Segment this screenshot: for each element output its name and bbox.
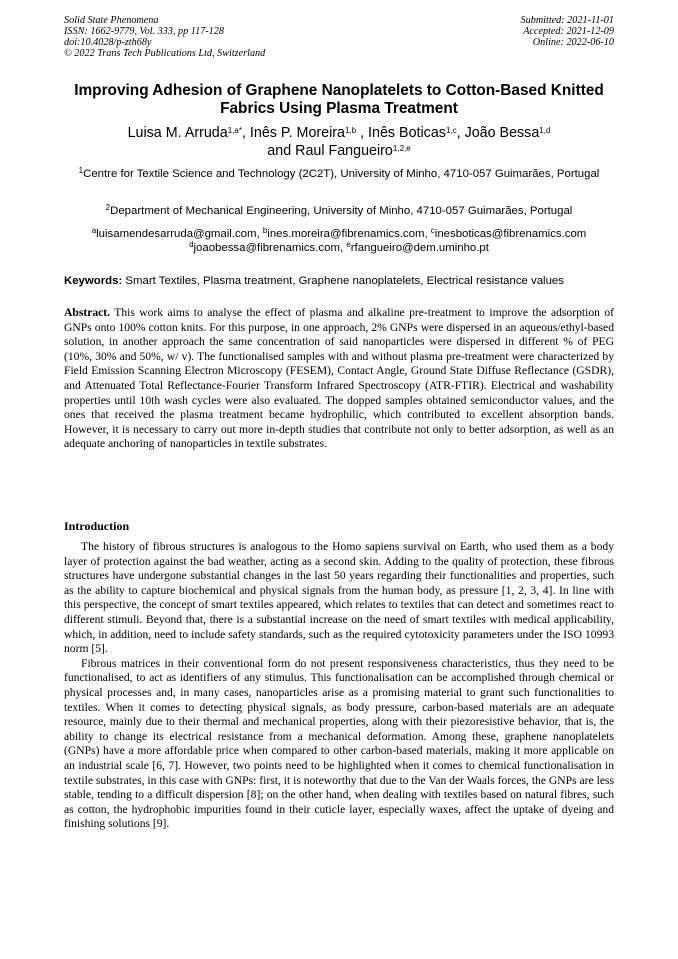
email-link[interactable]: joaobessa@fibrenamics.com — [193, 242, 340, 254]
paragraph: Fibrous matrices in their conventional form do not present responsiveness characteristics, thus they need to be functionalised, to act as identifiers of any stimulus. This functionalisation can be accomplished through chemical or physical processes and, in many cases, nanoparticles arise as a promising material to grant such functionalities to textiles. When it comes to detecting physical signals, as body pressure, carbon-based materials are an adequate resource, mainly due to their thermal and mechanical properties, along with their piezoresistive behavior, that is, the ability to change its electrical resistance from a mechanical deformation. Among these, graphene nanoplatelets (GNPs) have a more affordable price when compared to other carbon-based materials, making it more applicable on an industrial scale [6, 7]. However, two points need to be highlighted when it comes to chemical functionalisation in textile substrates, in this case with GNPs: first, it is noteworthy that due to the Van der Waals forces, the GNPs are less stable, tending to a difficult dispersion [8]; on the other hand, when dealing with textiles based on natural fibres, such as cotton, the hydrophobic impurities found in their cuticle layer, especially waxes, affect the uptake of dyeing and finishing solutions [9]. — [64, 656, 614, 831]
journal-doi: doi:10.4028/p-zth68y — [64, 37, 152, 48]
keywords-label: Keywords: — [64, 275, 123, 287]
submission-dates — [521, 15, 614, 48]
online-date: Online: 2022-06-10 — [532, 37, 614, 48]
abstract-label: Abstract. — [64, 306, 111, 319]
submitted-date: Submitted: 2021-11-01 — [520, 15, 614, 26]
accepted-date: Accepted: 2021-12-09 — [523, 26, 614, 37]
section-heading-introduction: Introduction — [64, 519, 130, 533]
author-name: Raul Fangueiro — [295, 143, 393, 159]
author-name: Inês Boticas — [368, 125, 446, 141]
keywords — [64, 274, 616, 289]
affiliation-1: $^1$Centre for Textile Science and Technology (2C2T), University of Minho, 4710-057 Guimarães, Portugal — [78, 166, 600, 180]
email-link[interactable]: inesboticas@fibrenamics.com — [434, 228, 587, 240]
author-sup: 1,c — [445, 126, 457, 135]
journal-name: Solid State Phenomena — [64, 15, 159, 26]
abstract — [64, 306, 614, 452]
journal-issn: ISSN: 1662-9779, Vol. 333, pp 117-128 — [64, 26, 224, 37]
keywords-text: Smart Textiles, Plasma treatment, Graphene nanoplatelets, Electrical resistance values — [125, 275, 564, 287]
author-name: João Bessa — [464, 125, 540, 141]
affiliation-2: $^2$Department of Mechanical Engineering, University of Minho, 4710-057 Guimarães, Portugal — [105, 203, 573, 217]
author-emails: $^a$luisamendesarruda@gmail.com, $^b$ines.moreira@fibrenamics.com, $^c$inesboticas@fibrenamics.com $^d$joaobessa@fibrenamics.com, $^e$rfangueiro@dem.uminho.pt — [91, 226, 587, 254]
email-link[interactable]: ines.moreira@fibrenamics.com — [267, 228, 425, 240]
paper-title: Improving Adhesion of Graphene Nanoplatelets to Cotton-Based Knitted Fabrics Using Plasma Treatment — [74, 82, 604, 117]
author-sup: 1,d — [539, 126, 551, 135]
journal-copyright: © 2022 Trans Tech Publications Ltd, Switzerland — [64, 48, 266, 59]
author-name: Inês P. Moreira — [249, 125, 345, 141]
author-list: Luisa M. Arruda$^{1,a*}$, Inês P. Moreira$^{1,b}$ , Inês Boticas$^{1,c}$, João Bessa$^{1,d}$ and Raul Fangueiro$^{1,2,e}$ — [127, 125, 551, 159]
paragraph: The history of fibrous structures is analogous to the Homo sapiens survival on Earth, who used them as a body layer of protection against the bad weather, acting as a second skin. Adding to the quality of protection, these fibrous structures have undergone substantial changes in the last 50 years regarding their functionalities and properties, such as the ability to capture biochemical and physical signals from the human body, as pressure [1, 2, 3, 4]. In line with this perspective, the concept of smart textiles appeared, which relates to textiles that can detect and sometimes react to different stimuli. Beyond that, there is a substantial increase on the need of smart textiles with medical applicability, which, in addition, need to include safety standards, such as the required cytotoxicity parameters under the ISO 10993 norm [5]. — [64, 540, 614, 656]
email-link[interactable]: rfangueiro@dem.uminho.pt — [350, 242, 489, 254]
introduction-body — [64, 540, 614, 832]
email-link[interactable]: luisamendesarruda@gmail.com — [96, 228, 257, 240]
author-sup: 1,a* — [227, 126, 242, 135]
author-sup: 1,2,e — [392, 144, 411, 153]
abstract-text: This work aims to analyse the effect of plasma and alkaline pre-treatment to improve the adsorption of GNPs onto 100% cotton knits. For this purpose, in one approach, 2% GNPs were dispersed in an aqueous/ethyl-based solution, in another approach the same concentration of said nanoparticles were dispersed in different % of PEG (10%, 30% and 50%, w/ v). The functionalised samples with and without plasma pre-treatment were characterized by Field Emission Scanning Electron Microscopy (FESEM), Contact Angle, Ground State Diffuse Reflectance (GSDR), and Attenuated Total Reflectance-Fourier Transform Infrared Spectroscopy (ATR-FTIR). Electrical and washability properties until 10th wash cycles were also evaluated. The dopped samples obtained semiconductor values, and the ones that received the plasma treatment became hydrophilic, which contributed to excellent absorption bands. However, it is necessary to carry out more in-depth studies that contribute not only to better adsorption, as well as an adequate anchoring of nanoparticles in textile substrates. — [64, 306, 614, 451]
author-sup: 1,b — [345, 126, 357, 135]
author-name: Luisa M. Arruda — [127, 125, 228, 141]
journal-info — [64, 15, 265, 59]
